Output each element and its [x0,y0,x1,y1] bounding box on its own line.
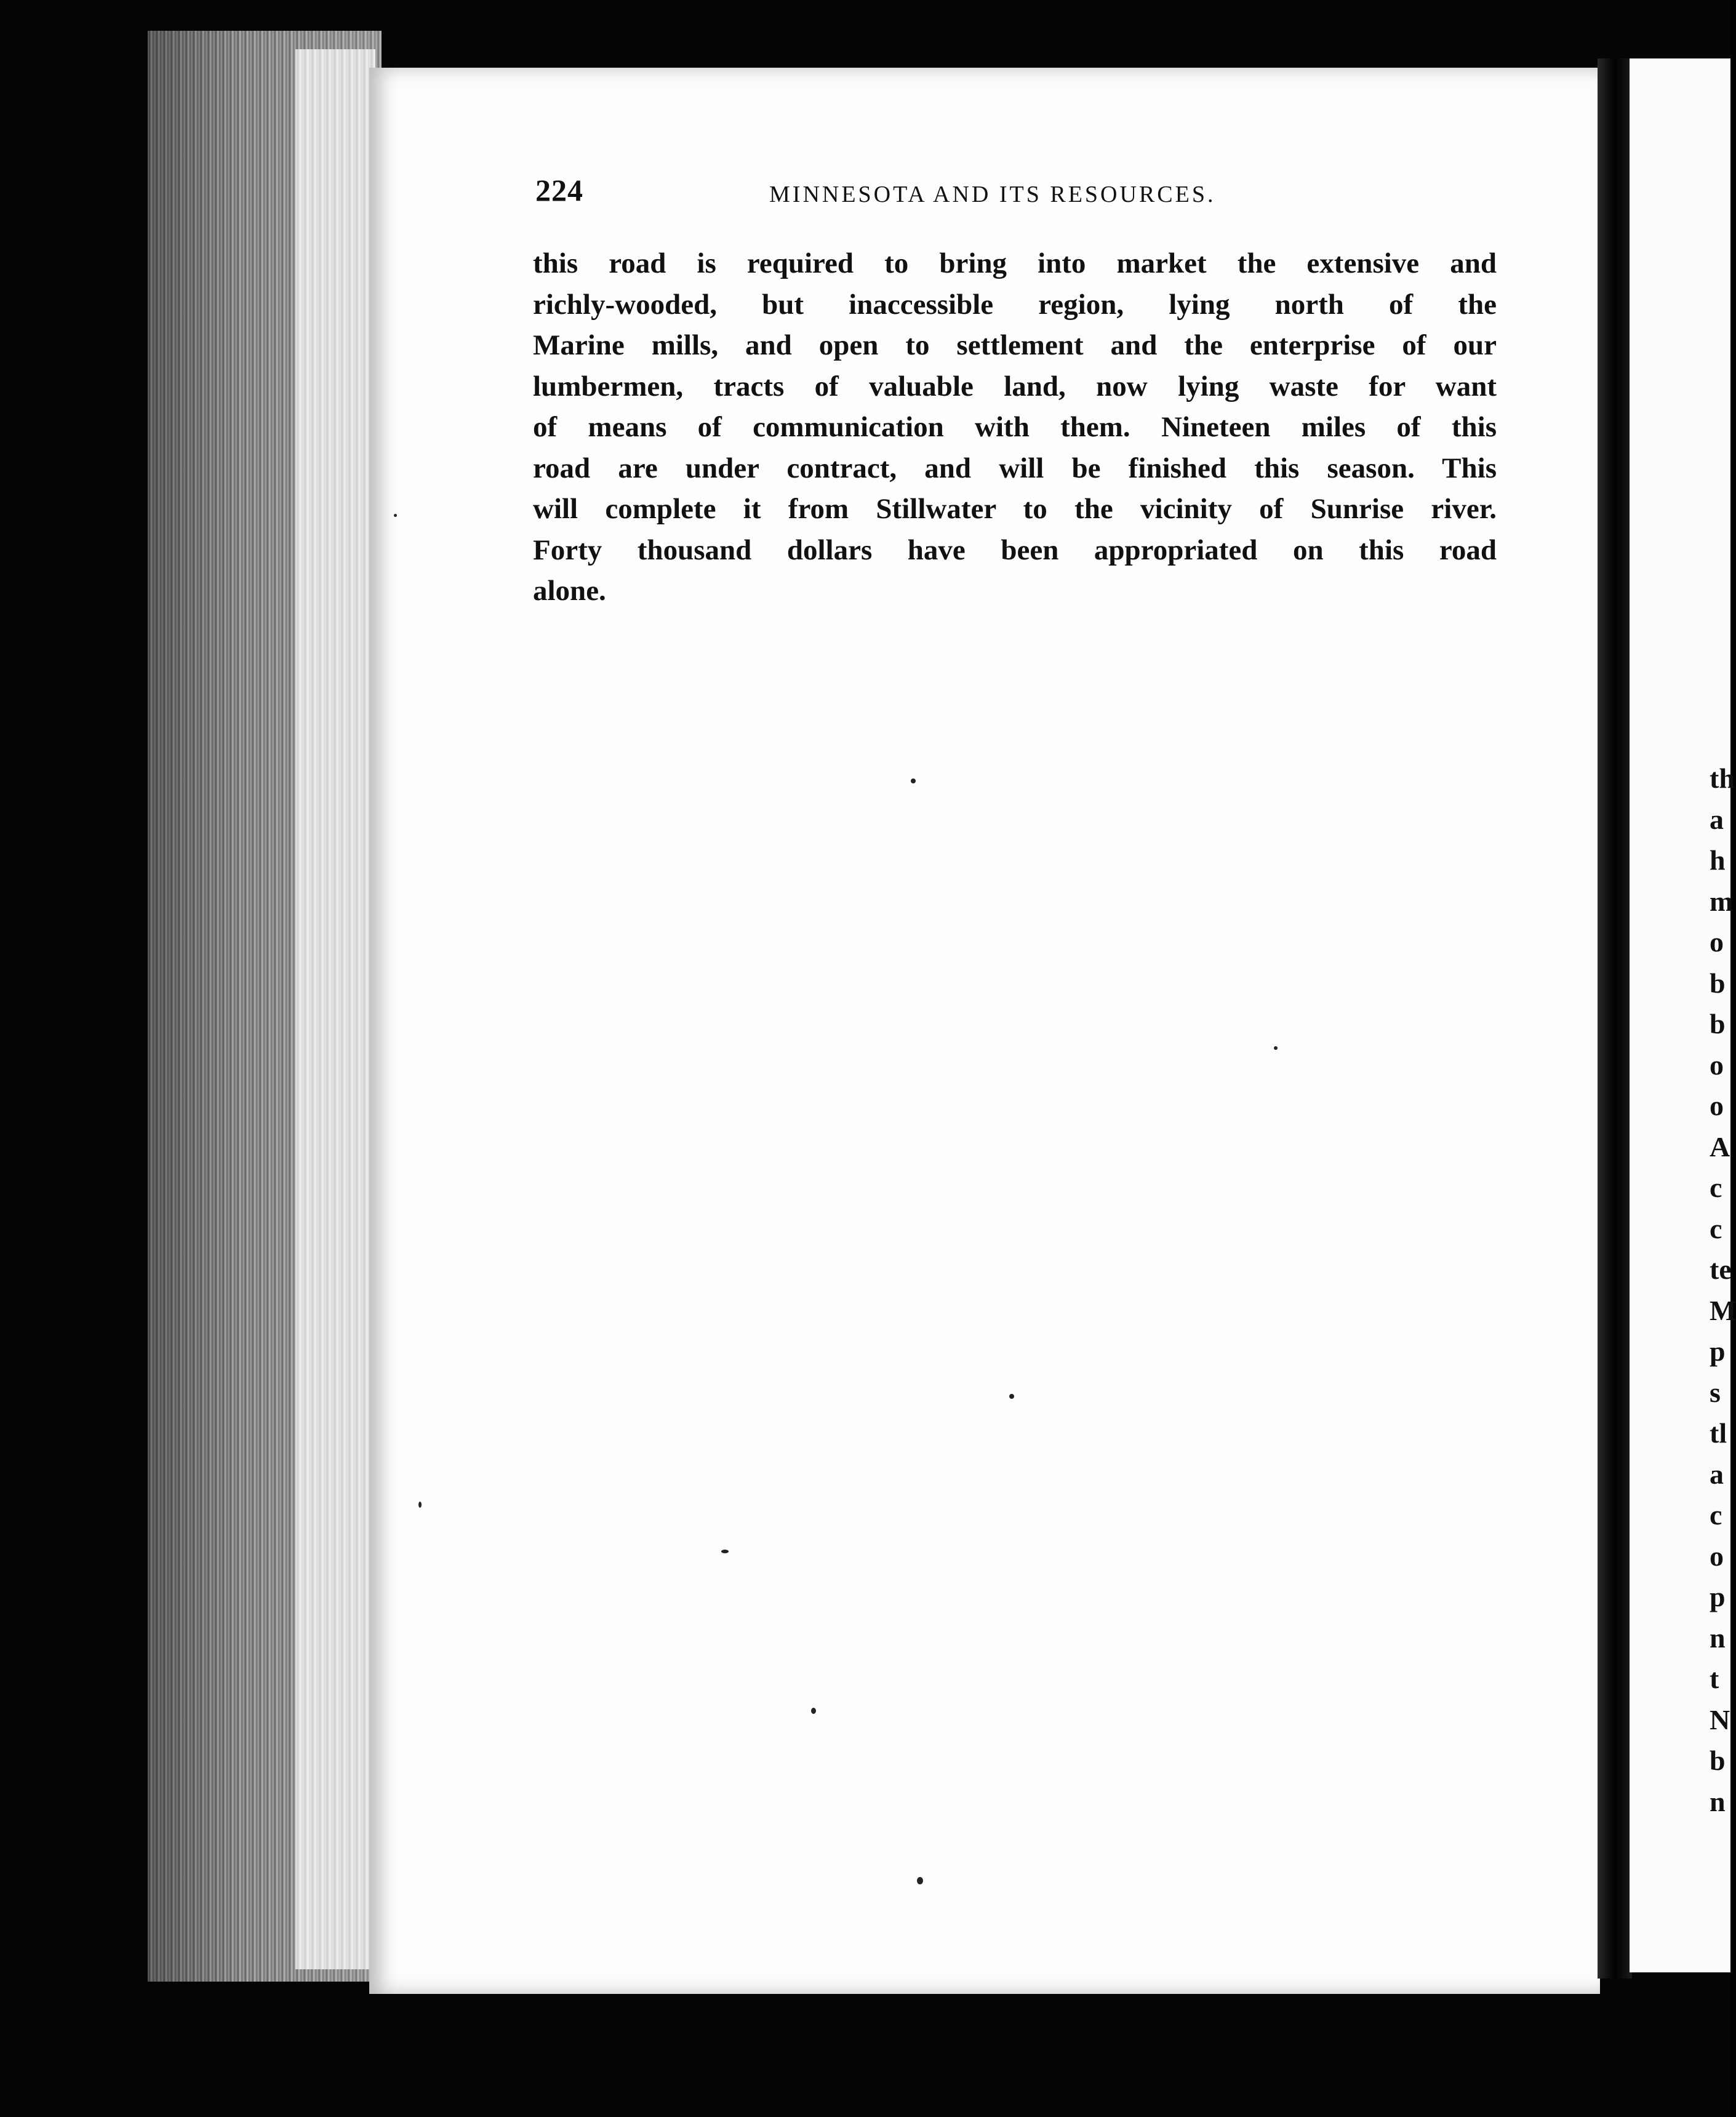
page-edges [295,49,375,1969]
text-line: this road is required to bring into market the extensive and [533,247,1497,279]
facing-line: a [1710,1458,1724,1490]
text-line: will complete it from Stillwater to the vicinity of Sunrise river. [533,493,1497,525]
facing-line: b [1710,967,1726,999]
scan-speck [1009,1394,1014,1399]
facing-line: M [1710,1294,1736,1326]
facing-line: c [1710,1172,1722,1203]
facing-line: p [1710,1581,1726,1612]
facing-line: th [1710,762,1735,794]
page-number: 224 [535,173,583,207]
scan-speck [394,514,397,517]
page-header [535,172,1280,215]
facing-line: b [1710,1745,1726,1776]
text-line: lumbermen, tracts of valuable land, now lying waste for want [533,370,1497,402]
facing-line: c [1710,1212,1722,1244]
facing-line: m [1710,885,1734,917]
facing-line: te [1710,1254,1732,1285]
text-line: richly-wooded, but inaccessible region, lying north of the [533,288,1497,321]
facing-line: A [1710,1131,1730,1163]
text-line: of means of communication with them. Nineteen miles of this [533,411,1497,443]
scan-speck [911,778,916,783]
facing-line: b [1710,1008,1726,1039]
text-line: Marine mills, and open to settlement and the enterprise of our [533,329,1497,361]
facing-line: o [1710,1540,1724,1572]
facing-line: c [1710,1499,1722,1531]
scan-speck [811,1708,816,1714]
facing-line: a [1710,803,1724,835]
scan-speck [418,1502,422,1508]
text-line: road are under contract, and will be finished this season. This [533,452,1497,484]
facing-line: N [1710,1703,1730,1735]
facing-line: n [1710,1622,1726,1654]
book-gutter [1598,58,1632,1979]
facing-line: p [1710,1335,1726,1367]
facing-line: o [1710,1090,1724,1121]
scan-speck [1274,1046,1278,1050]
facing-line: o [1710,926,1724,958]
facing-line: h [1710,844,1726,876]
scan-speck [721,1550,729,1553]
running-title: MINNESOTA AND ITS RESOURCES. [769,182,1216,207]
scan-speck [917,1877,923,1884]
body-text [533,243,1497,612]
facing-line: n [1710,1785,1726,1817]
facing-line: o [1710,1049,1724,1081]
facing-page-text [1710,758,1734,1822]
text-line: Forty thousand dollars have been appropriated on this road [533,534,1497,566]
text-line: alone. [533,575,606,607]
facing-line: tl [1710,1417,1727,1449]
facing-line: s [1710,1376,1721,1408]
facing-line: t [1710,1663,1719,1694]
